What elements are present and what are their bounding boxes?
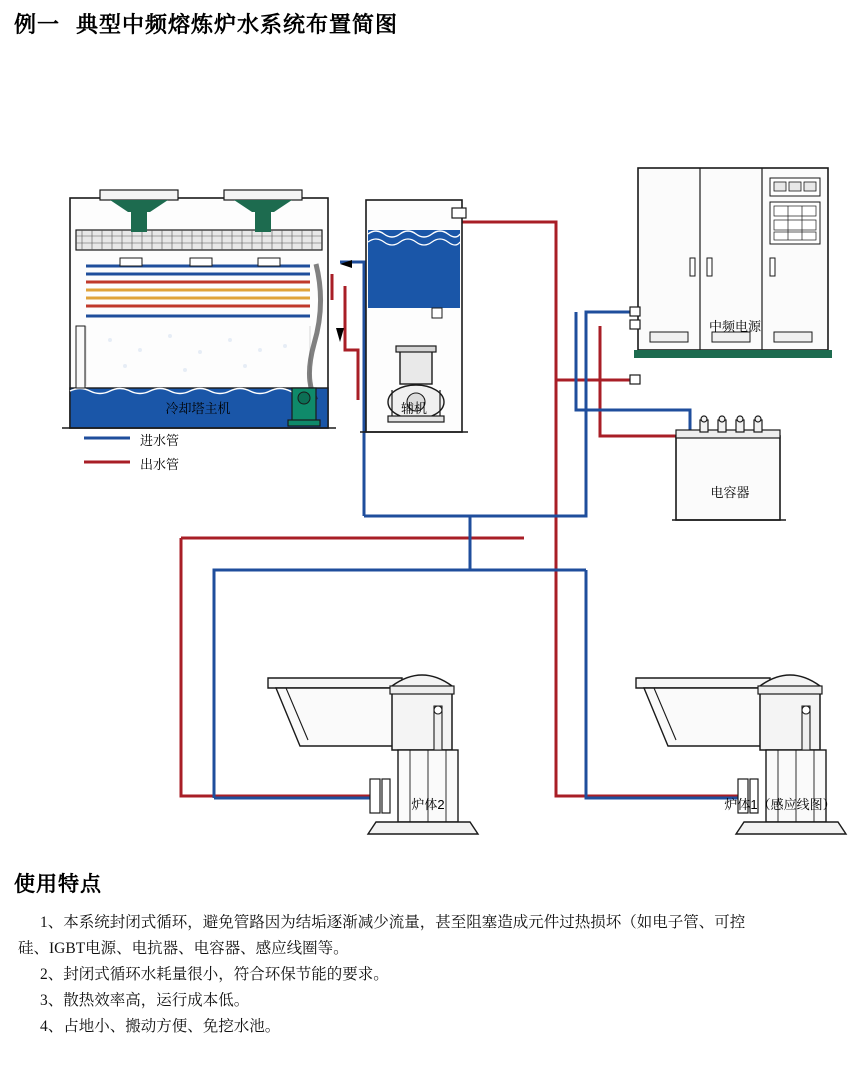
feature-item: 1、本系统封闭式循环，避免管路因为结垢逐渐减少流量，甚至阻塞造成元件过热损坏（如电子管、可控 <box>40 914 746 931</box>
legend-label-inlet: 进水管 <box>140 433 180 448</box>
page-title-number: 例一 <box>14 12 61 37</box>
caption-power-supply: 中频电源 <box>708 319 761 334</box>
power-supply-cabinet <box>630 168 832 384</box>
legend-label-outlet: 出水管 <box>140 457 180 472</box>
diagram-svg <box>0 50 868 840</box>
caption-capacitor: 电容器 <box>710 485 750 500</box>
cooling-tower-unit <box>62 190 352 428</box>
caption-auxiliary: 辅机 <box>400 401 427 416</box>
features-list <box>18 910 848 1040</box>
caption-furnace-2: 炉体2 <box>411 797 445 812</box>
feature-item: 3、散热效率高，运行成本低。 <box>40 992 250 1009</box>
capacitor-unit <box>672 416 786 520</box>
system-diagram <box>0 50 868 840</box>
caption-cooling-tower: 冷却塔主机 <box>165 401 231 416</box>
feature-item: 硅、IGBT电源、电抗器、电容器、感应线圈等。 <box>18 940 349 957</box>
page-title-text: 典型中频熔炼炉水系统布置简图 <box>76 12 399 37</box>
feature-item: 4、占地小、搬动方便、免挖水池。 <box>40 1018 281 1035</box>
legend-swatches <box>84 438 130 462</box>
tower-pump <box>288 388 320 426</box>
features-heading: 使用特点 <box>14 872 102 896</box>
caption-furnace-1: 炉体1（感应线图） <box>724 797 836 812</box>
page-title <box>14 8 398 39</box>
feature-item: 2、封闭式循环水耗量很小，符合环保节能的要求。 <box>40 966 389 983</box>
